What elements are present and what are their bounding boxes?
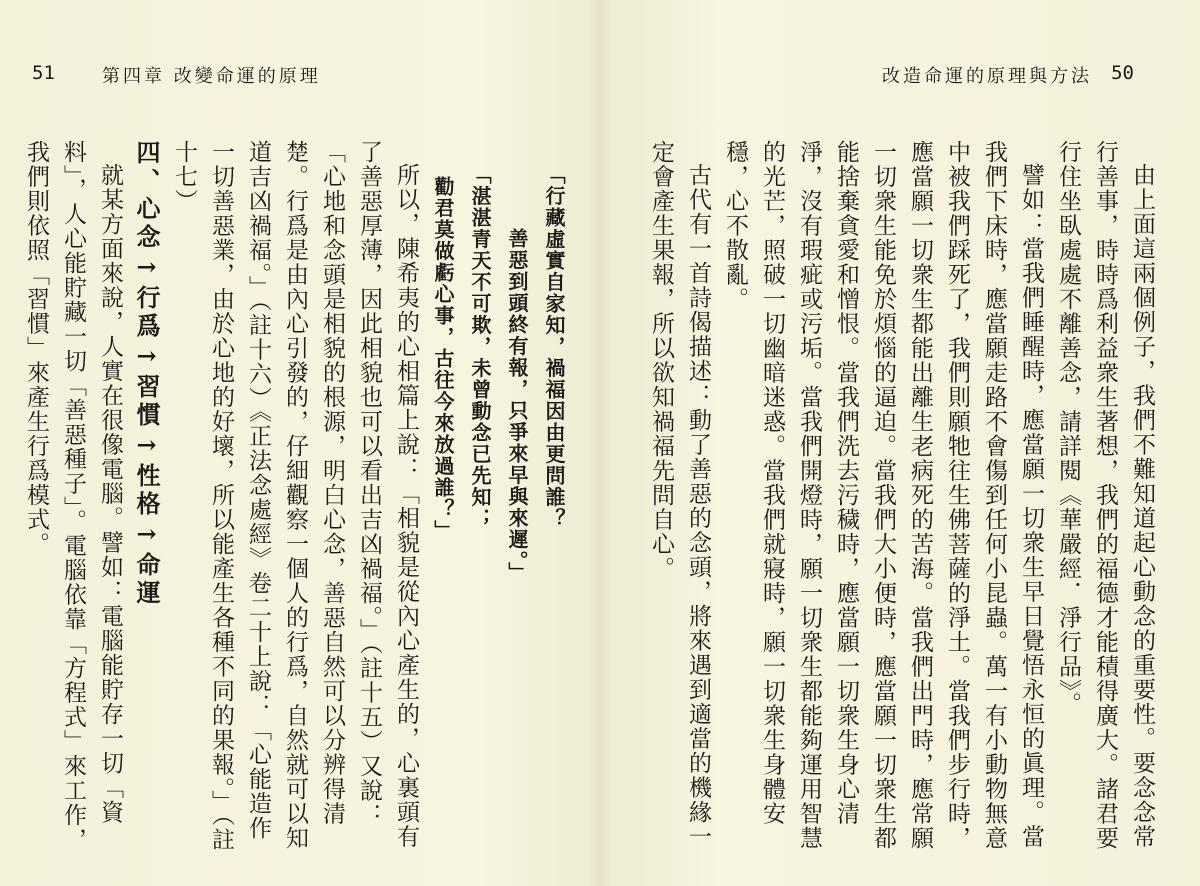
section-heading: 四、心念→行爲→習慣→性格→命運 [132, 140, 161, 608]
left-text-block [23, 140, 572, 860]
verse-line: 「行藏虛實自家知，禍福因由更問誰？ [542, 164, 566, 530]
verse-line: 善惡到頭終有報，只爭來早與來遲。」 [505, 228, 529, 584]
page-number: 51 [32, 62, 55, 84]
right-page [600, 0, 1200, 886]
right-text-block [648, 140, 1160, 860]
running-head: 改造命運的原理與方法 [882, 66, 1092, 87]
paragraph: 就某方面來說，人實在很像電腦。譬如：電腦能貯存一切「資料」，人心能貯藏一切「善惡種子」。電腦依靠「方程式」來工作，我們則依照「習慣」來產生行爲模式。 [23, 140, 123, 852]
page-number: 50 [1111, 62, 1134, 84]
paragraph: 所以，陳希夷的心相篇上說：「相貌是從內心產生的，心裏頭有了善惡厚薄，因此相貌也可以看出吉凶禍福。」（註十五）又說：「心地和念頭是相貌的根源，明白心念，善惡自然可以分辨得清楚。行爲是由內心引發的，仔細觀察一個人的行爲，自然就可以知道吉凶禍福。」（註十六）《正法念處經》卷二十上說：「心能造作一切善惡業，由於心地的好壞，所以能產生各種不同的果報。」（註十七） [171, 140, 419, 852]
paragraph: 由上面這兩個例子，我們不難知道起心動念的重要性。要念念常行善事，時時爲利益衆生著想，我們的福德才能積得廣大。諸君要行住坐臥處處不離善念，請詳閱《華嚴經．淨行品》。 [1055, 140, 1155, 851]
verse-line: 「湛湛青天不可欺，未曾動念已先知； [468, 164, 492, 530]
running-head: 第四章 改變命運的原理 [102, 66, 321, 87]
paragraph: 古代有一首詩偈描述：動了善惡的念頭，將來遇到適當的機緣一定會產生果報，所以欲知禍福先問自心。 [648, 140, 711, 849]
verse-line: 勸君莫做虧心事，古往今來放過誰？」 [431, 176, 455, 542]
paragraph: 譬如：當我們睡醒時，應當願一切衆生早日覺悟永恒的眞理。當我們下床時，應當願走路不會傷到任何小昆蟲。萬一有小動物無意中被我們踩死了，我們則願牠往生佛菩薩的淨土。當我們步行時，應當願一切衆生都能出離生老病死的苦海。當我們出門時，應常願一切衆生能免於煩惱的逼迫。當我們大小便時，應當願一切衆生都能捨棄貪愛和憎恨。當我們洗去污穢時，應當願一切衆生身心清淨，沒有瑕疵或污垢。當我們開燈時，願一切衆生都能夠運用智慧的光芒，照破一切幽暗迷惑。當我們就寢時，願一切衆生身體安穩，心不散亂。 [722, 140, 1044, 851]
